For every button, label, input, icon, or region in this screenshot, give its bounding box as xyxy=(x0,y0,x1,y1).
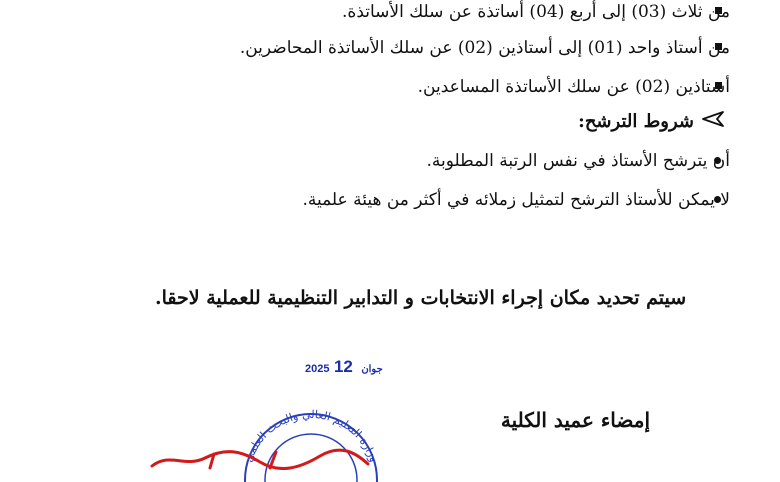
document-date xyxy=(305,357,387,377)
official-stamp xyxy=(235,402,385,482)
date-year: 2025 xyxy=(305,363,330,375)
date-day: 12 xyxy=(333,357,353,376)
list-item: لا يمكن للأستاذ الترشح لتمثيل زملائه في أكثر من هيئة علمية. xyxy=(302,190,730,210)
conditions-heading: شروط الترشح: xyxy=(578,111,694,132)
list-item: أن يترشح الأستاذ في نفس الرتبة المطلوبة. xyxy=(426,151,730,171)
arrow-bullet-icon xyxy=(702,111,724,127)
date-month: جوان xyxy=(361,364,383,375)
list-item: من ثلاث (03) إلى أربع (04) أساتذة عن سلك الأساتذة. xyxy=(342,2,730,22)
notice-text: سيتم تحديد مكان إجراء الانتخابات و التدابير التنظيمية للعملية لاحقا. xyxy=(155,287,687,309)
list-item: من أستاذ واحد (01) إلى أستاذين (02) عن سلك الأساتذة المحاضرين. xyxy=(239,38,730,58)
svg-text:وزارة التعليم العالي والبحث ال: وزارة التعليم العالي والبحث العلمي xyxy=(241,407,381,464)
signature-title: إمضاء عميد الكلية xyxy=(500,408,650,432)
list-item: أستاذين (02) عن سلك الأساتذة المساعدين. xyxy=(417,77,730,97)
signature-scrawl xyxy=(150,448,370,470)
